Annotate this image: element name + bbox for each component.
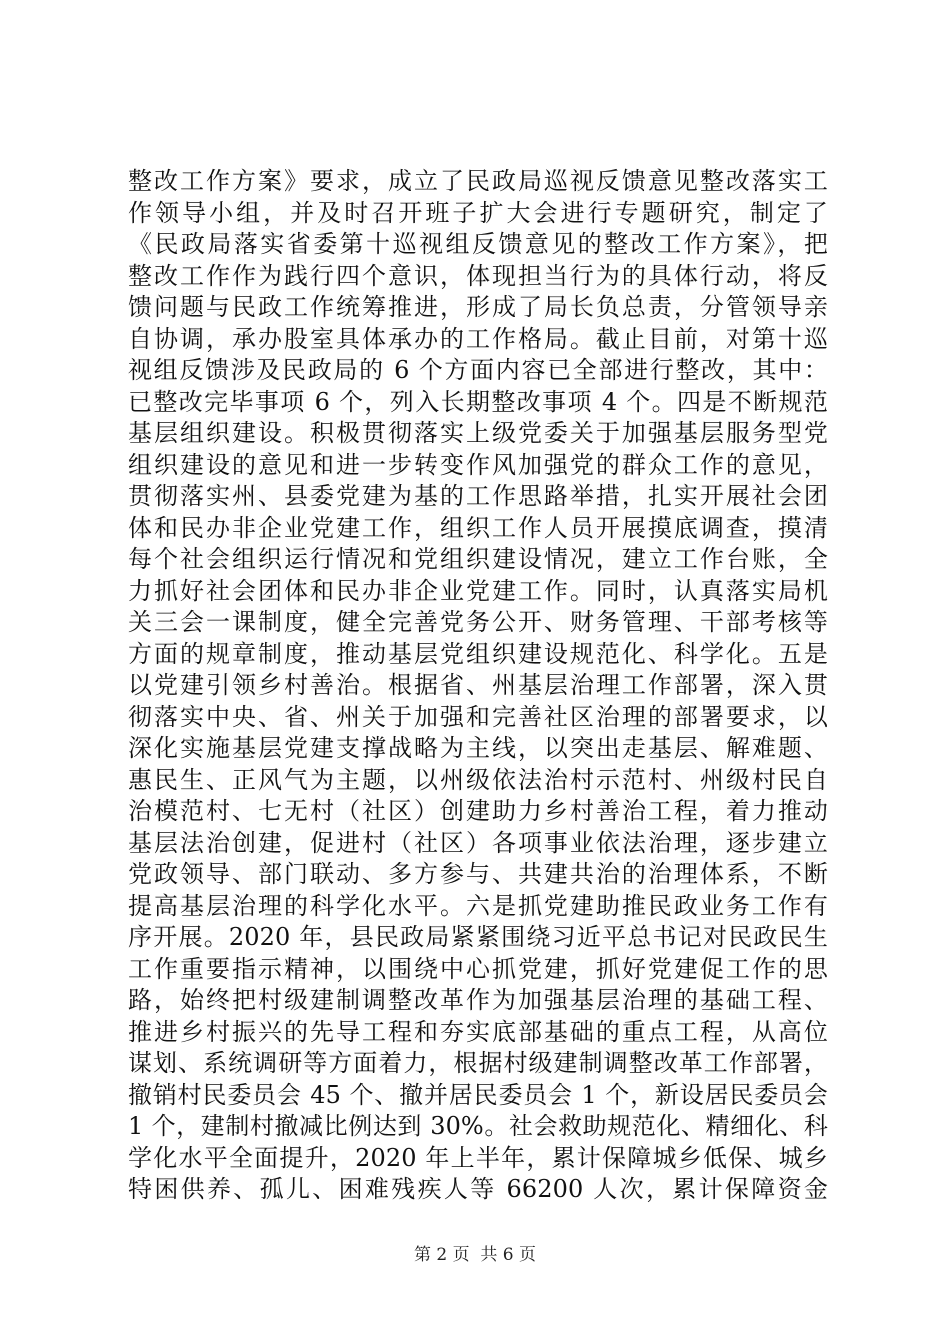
text-line: 特困供养、孤儿、困难残疾人等 66200 人次，累计保障资金 — [128, 1175, 828, 1203]
text-line: 馈问题与民政工作统筹推进，形成了局长负总责，分管领导亲 — [128, 293, 828, 321]
text-line: 彻落实中央、省、州关于加强和完善社区治理的部署要求，以 — [128, 702, 828, 731]
text-line: 作领导小组，并及时召开班子扩大会进行专题研究，制定了 — [128, 198, 828, 227]
text-line: 已整改完毕事项 6 个，列入长期整改事项 4 个。四是不断规范 — [128, 387, 828, 416]
text-line: 学化水平全面提升，2020 年上半年，累计保障城乡低保、城乡 — [128, 1143, 828, 1172]
text-line: 《民政局落实省委第十巡视组反馈意见的整改工作方案》，把 — [128, 230, 828, 258]
text-line: 序开展。2020 年，县民政局紧紧围绕习近平总书记对民政民生 — [128, 923, 828, 951]
text-line: 提高基层治理的科学化水平。六是抓党建助推民政业务工作有 — [128, 891, 828, 920]
text-line: 方面的规章制度，推动基层党组织建设规范化、科学化。五是 — [128, 639, 828, 668]
text-line: 整改工作方案》要求，成立了民政局巡视反馈意见整改落实工 — [128, 167, 828, 195]
text-line: 贯彻落实州、县委党建为基的工作思路举措，扎实开展社会团 — [128, 482, 828, 510]
text-line: 视组反馈涉及民政局的 6 个方面内容已全部进行整改，其中： — [128, 356, 828, 384]
text-line: 自协调，承办股室具体承办的工作格局。截止目前，对第十巡 — [128, 324, 828, 353]
page-number-label: 第 2 页 共 6 页 — [413, 1245, 537, 1265]
text-line: 谋划、系统调研等方面着力，根据村级建制调整改革工作部署， — [128, 1049, 828, 1077]
text-line: 力抓好社会团体和民办非企业党建工作。同时，认真落实局机 — [128, 576, 828, 605]
page-footer — [0, 1244, 950, 1266]
text-line: 基层组织建设。积极贯彻落实上级党委关于加强基层服务型党 — [128, 419, 828, 447]
text-line: 深化实施基层党建支撑战略为主线，以突出走基层、解难题、 — [128, 734, 828, 762]
text-line: 组织建设的意见和进一步转变作风加强党的群众工作的意见， — [128, 450, 828, 479]
document-body — [128, 166, 828, 1206]
text-line: 基层法治创建，促进村（社区）各项事业依法治理，逐步建立 — [128, 828, 828, 857]
text-line: 1 个，建制村撤减比例达到 30%。社会救助规范化、精细化、科 — [128, 1112, 828, 1140]
text-line: 整改工作作为践行四个意识，体现担当行为的具体行动，将反 — [128, 261, 828, 290]
text-line: 治模范村、七无村（社区）创建助力乡村善治工程，着力推动 — [128, 797, 828, 825]
text-line: 以党建引领乡村善治。根据省、州基层治理工作部署，深入贯 — [128, 671, 828, 699]
text-line: 体和民办非企业党建工作，组织工作人员开展摸底调查，摸清 — [128, 513, 828, 542]
text-line: 党政领导、部门联动、多方参与、共建共治的治理体系，不断 — [128, 860, 828, 888]
text-line: 路，始终把村级建制调整改革作为加强基层治理的基础工程、 — [128, 986, 828, 1014]
text-line: 推进乡村振兴的先导工程和夯实底部基础的重点工程，从高位 — [128, 1017, 828, 1046]
text-line: 撤销村民委员会 45 个、撤并居民委员会 1 个，新设居民委员会 — [128, 1080, 828, 1109]
text-line: 关三会一课制度，健全完善党务公开、财务管理、干部考核等 — [128, 608, 828, 636]
text-line: 工作重要指示精神，以围绕中心抓党建，抓好党建促工作的思 — [128, 954, 828, 983]
text-line: 惠民生、正风气为主题，以州级依法治村示范村、州级村民自 — [128, 765, 828, 794]
text-line: 每个社会组织运行情况和党组织建设情况，建立工作台账，全 — [128, 545, 828, 573]
